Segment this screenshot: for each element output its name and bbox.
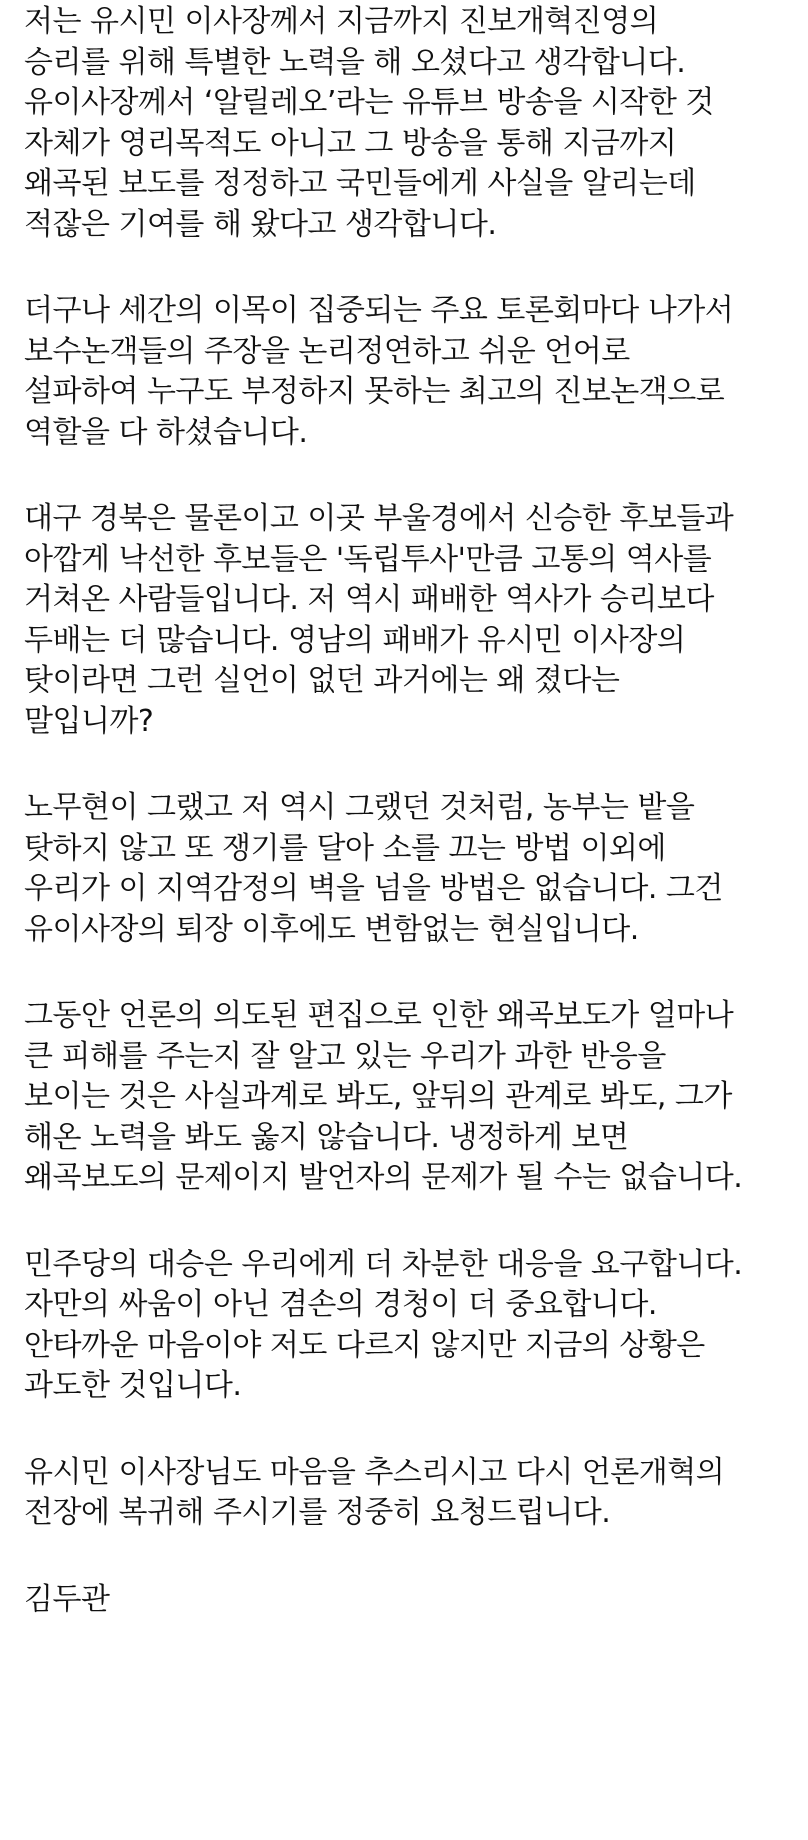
- text-line: 민주당의 대승은 우리에게 더 차분한 대응을 요구합니다.: [24, 1246, 743, 1282]
- text-line: 전장에 복귀해 주시기를 정중히 요청드립니다.: [24, 1495, 611, 1530]
- text-line: 안타까운 마음이야 저도 다르지 않지만 지금의 상황은: [24, 1327, 705, 1363]
- text-line: 대구 경북은 물론이고 이곳 부울경에서 신승한 후보들과: [24, 501, 734, 536]
- text-line: 우리가 이 지역감정의 벽을 넘을 방법은 없습니다. 그건: [24, 871, 723, 906]
- text-line: 설파하여 누구도 부정하지 못하는 최고의 진보논객으로: [24, 374, 725, 409]
- signature-name: 김두관: [24, 1581, 110, 1617]
- text-line: 아깝게 낙선한 후보들은 '독립투사'만큼 고통의 역사를: [24, 541, 712, 577]
- paragraph-4: [24, 788, 804, 950]
- paragraph-5: [24, 996, 804, 1199]
- text-line: 두배는 더 많습니다. 영남의 패배가 유시민 이사장의: [24, 622, 686, 658]
- text-line: 왜곡된 보도를 정정하고 국민들에게 사실을 알리는데: [24, 166, 696, 201]
- text-line: 자만의 싸움이 아닌 겸손의 경청이 더 중요합니다.: [24, 1287, 657, 1322]
- text-line: 탓이라면 그런 실언이 없던 과거에는 왜 졌다는: [24, 663, 620, 698]
- text-line: 탓하지 않고 또 쟁기를 달아 소를 끄는 방법 이외에: [24, 830, 666, 866]
- text-line: 그동안 언론의 의도된 편집으로 인한 왜곡보도가 얼마나: [24, 998, 734, 1033]
- paragraph-6: [24, 1245, 804, 1407]
- text-line: 왜곡보도의 문제이지 발언자의 문제가 될 수는 없습니다.: [24, 1160, 743, 1195]
- text-line: 유이사장의 퇴장 이후에도 변함없는 현실입니다.: [24, 911, 639, 947]
- text-line: 큰 피해를 주는지 잘 알고 있는 우리가 과한 반응을: [24, 1038, 666, 1074]
- text-line: 말입니까?: [24, 703, 154, 739]
- paragraph-7: [24, 1453, 804, 1534]
- text-line: 유이사장께서 ‘알릴레오’라는 유튜브 방송을 시작한 것: [24, 85, 714, 120]
- text-line: 역할을 다 하셨습니다.: [24, 414, 308, 450]
- text-line: 적잖은 기여를 해 왔다고 생각합니다.: [24, 206, 497, 242]
- text-line: 자체가 영리목적도 아니고 그 방송을 통해 지금까지: [24, 125, 677, 161]
- signature: [24, 1580, 804, 1621]
- text-line: 보이는 것은 사실과계로 봐도, 앞뒤의 관계로 봐도, 그가: [24, 1079, 732, 1114]
- text-line: 유시민 이사장님도 마음을 추스리시고 다시 언론개혁의: [24, 1454, 725, 1490]
- text-line: 과도한 것입니다.: [24, 1368, 242, 1403]
- paragraph-3: [24, 499, 804, 742]
- paragraph-2: [24, 291, 804, 453]
- text-line: 저는 유시민 이사장께서 지금까지 진보개혁진영의: [24, 4, 659, 39]
- text-line: 거쳐온 사람들입니다. 저 역시 패배한 역사가 승리보다: [24, 582, 714, 617]
- paragraph-1: [24, 2, 804, 245]
- statement-document: [24, 2, 804, 1620]
- text-line: 더구나 세간의 이목이 집중되는 주요 토론회마다 나가서: [24, 293, 734, 328]
- text-line: 보수논객들의 주장을 논리정연하고 쉬운 언어로: [24, 333, 630, 369]
- text-line: 해온 노력을 봐도 옳지 않습니다. 냉정하게 보면: [24, 1119, 629, 1155]
- text-line: 승리를 위해 특별한 노력을 해 오셨다고 생각합니다.: [24, 44, 686, 80]
- text-line: 노무현이 그랬고 저 역시 그랬던 것처럼, 농부는 밭을: [24, 790, 695, 825]
